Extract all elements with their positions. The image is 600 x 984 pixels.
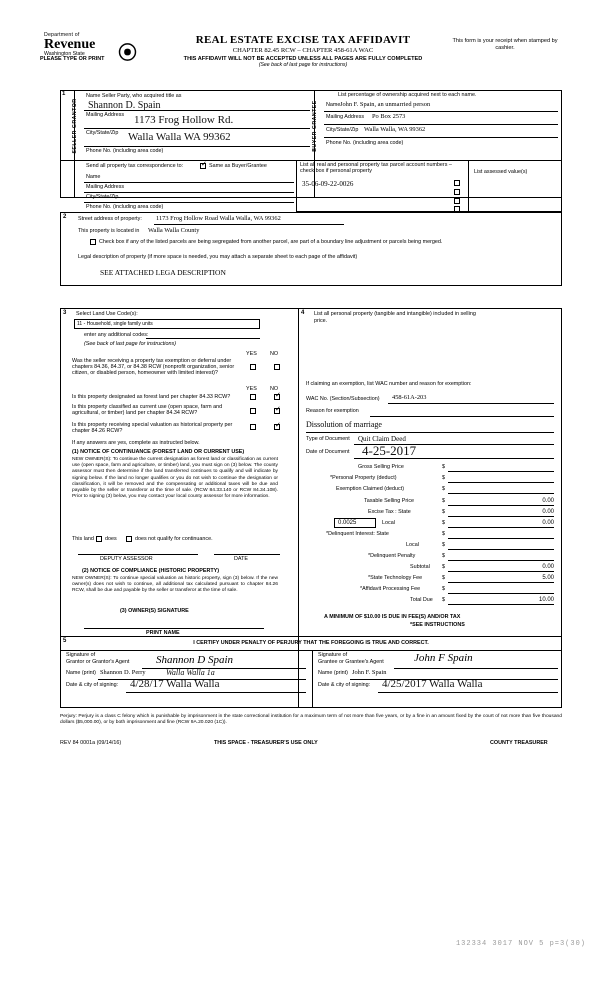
certify-statement: I CERTIFY UNDER PENALTY OF PERJURY THAT THE FOREGOING IS TRUE AND CORRECT.: [193, 640, 429, 646]
segregate-checkbox[interactable]: [90, 239, 96, 245]
q3-no-checkbox[interactable]: [274, 408, 280, 414]
rule: [324, 124, 558, 125]
rule: [448, 493, 554, 494]
grantee-signature-value: John F Spain: [414, 652, 473, 664]
grantor-signature-value: Shannon D Spain: [156, 654, 233, 666]
seller-mailing-value: 1173 Frog Hollow Rd.: [134, 114, 234, 126]
excise-tax-state-sym: $: [442, 509, 445, 515]
parcel-personal-checkbox-2[interactable]: [454, 189, 460, 195]
located-in-label: This property is located in: [78, 228, 140, 234]
section3-number: 3: [63, 310, 67, 316]
buyer-phone-label: Phone No. (including area code): [326, 140, 404, 146]
personal-property-deduct-label: *Personal Property (deduct): [330, 475, 397, 481]
minimum-due-note: A MINIMUM OF $10.00 IS DUE IN FEE(S) AND/OR TAX: [324, 614, 461, 620]
street-address-label: Street address of property:: [78, 216, 142, 222]
located-in-value: Walla Walla County: [148, 227, 200, 234]
rule: [448, 549, 554, 550]
grantee-date-label: Date & city of signing:: [318, 682, 371, 688]
q2-yes-checkbox[interactable]: [250, 394, 256, 400]
rule: [324, 111, 558, 112]
excise-tax-local-label: Local: [382, 520, 395, 526]
please-type-note: PLEASE TYPE OR PRINT: [40, 56, 105, 62]
title-block: [168, 34, 438, 68]
question-1: Was the seller receiving a property tax exemption or deferral under chapters 84.36, 84.37, or 84.38 RCW (nonprofit organization, senior citizen, or disabled person, homeowner with limited interest)?: [72, 358, 235, 376]
grantor-print-value: Shannon D. Perry: [100, 669, 146, 676]
parcel-personal-checkbox-3[interactable]: [454, 198, 460, 204]
subtotal-sym: $: [442, 564, 445, 570]
land-use-label: Select Land Use Code(s):: [76, 311, 138, 317]
rule: [448, 505, 554, 506]
rule: [84, 202, 294, 203]
rule: [394, 668, 558, 669]
doc-type-label: Type of Document: [306, 436, 350, 442]
delinquent-interest-state-sym: $: [442, 531, 445, 537]
rule: [448, 582, 554, 583]
buyer-city-label: City/State/Zip: [326, 127, 359, 133]
rule: [448, 538, 554, 539]
section5-number: 5: [63, 638, 67, 644]
legal-description-value: SEE ATTACHED LEGA DESCRIPTION: [100, 268, 226, 277]
divider: [468, 160, 469, 212]
deputy-date-label: DATE: [234, 556, 248, 562]
legal-description-label: Legal description of property (if more space is needed, you may attach a separate sheet to each page of the affidavit): [78, 254, 358, 260]
grantor-signature-label2: Grantor or Grantor's Agent: [66, 659, 130, 665]
affidavit-processing-fee-label: *Affidavit Processing Fee: [360, 586, 421, 592]
grantor-print-label: Name (print): [66, 670, 96, 676]
additional-codes-label: enter any additional codes:: [84, 332, 149, 338]
logo-state: Washington State: [44, 51, 85, 57]
total-due-label: Total Due: [410, 597, 433, 603]
logo-revenue: Revenue: [44, 37, 96, 52]
divider: [312, 650, 313, 708]
total-due-value: 10.00: [538, 597, 554, 603]
parcel-value: 35-06-09-22-0026: [302, 180, 354, 188]
rule: [448, 527, 554, 528]
perjury-note: Perjury: Perjury is a class C felony which is punishable by imprisonment in the state correctional institution for a maximum term of not more than five years, or by a fine in an amount fixed by the court of not more than five thousand dollars ($5,000.00), or by both imprisonment and fine (RCW 9A.20.020 (1C)).: [60, 714, 562, 726]
section2-number: 2: [63, 214, 67, 220]
parcel-header: List all real and personal property tax parcel account numbers – check box if personal property: [300, 162, 452, 174]
taxable-selling-price-label: Taxable Selling Price: [364, 498, 415, 504]
q4-no-checkbox[interactable]: [274, 424, 280, 430]
grantor-city-hand: Walla Walla 1a: [166, 668, 215, 677]
rule: [84, 128, 310, 129]
buyer-grantee-label: BUYER GRANTEE: [312, 100, 318, 152]
notice-continuance-body: NEW OWNER(S): To continue the current designation as forest land or classification as current use (open space, farm and agriculture, or timber) land, you must sign on (3) below. The county assessor must then determine if the land transferred continues to qualify and will indicate by signing below. If the land no longer qualifies or you do not wish to continue the designation or classification, it will be removed and the compensating or additional taxes will be due and payable by the seller or transferor at the time of sale. (RCW 84.33.140 or RCW 84.34.108). Prior to signing (3) below, you may contact your local county assessor for more information.: [72, 457, 278, 500]
seller-name-value: Shannon D. Spain: [88, 100, 161, 111]
does-label: does: [105, 536, 117, 542]
total-due-sym: $: [442, 597, 445, 603]
grantor-signature-label: Signature of: [66, 652, 96, 658]
form-title: REAL ESTATE EXCISE TAX AFFIDAVIT: [195, 34, 411, 46]
notice-compliance-title: (2) NOTICE OF COMPLIANCE (HISTORIC PROPERTY): [82, 568, 220, 574]
rule: [126, 692, 306, 693]
excise-tax-local-value: 0.00: [542, 520, 554, 526]
affidavit-processing-fee-sym: $: [442, 586, 445, 592]
wac-number-label: WAC No. (Section/Subsection): [306, 396, 380, 402]
grantor-date-value: 4/28/17 Walla Walla: [130, 678, 220, 690]
rule: [388, 403, 554, 404]
delinquent-interest-state-label: *Delinquent Interest: State: [326, 531, 389, 537]
exemption-claim-label: If claiming an exemption, list WAC number and reason for exemption:: [306, 381, 472, 387]
rule: [84, 182, 294, 183]
corr-name-label: Name: [86, 174, 101, 180]
rule: [306, 432, 554, 433]
rule: [448, 593, 554, 594]
rule: [154, 224, 344, 225]
land-use-value: 11 - Household, single family units: [77, 321, 153, 327]
doc-date-label: Date of Document: [306, 449, 350, 455]
personal-property-label: List all personal property (tangible and intangible) included in selling price.: [314, 311, 476, 324]
print-name-label: PRINT NAME: [146, 630, 180, 636]
owners-signature-title: (3) OWNER(S) SIGNATURE: [120, 608, 189, 614]
taxable-selling-price-value: 0.00: [542, 498, 554, 504]
deputy-assessor-label: DEPUTY ASSESSOR: [100, 556, 153, 562]
street-address-value: 1173 Frog Hollow Road Walla Walla, WA 99362: [156, 215, 281, 222]
see-instructions-note: *SEE INSTRUCTIONS: [410, 622, 465, 628]
buyer-mailing-value: Po Box 2573: [372, 113, 406, 120]
grantee-date-value: 4/25/2017 Walla Walla: [382, 678, 483, 690]
rule: [448, 482, 554, 483]
form-subtitle: CHAPTER 82.45 RCW – CHAPTER 458-61A WAC: [232, 47, 374, 54]
yes-label-1: YES: [246, 351, 257, 357]
gross-selling-price-label: Gross Selling Price: [358, 464, 404, 470]
section1-number: 1: [62, 91, 66, 97]
does-not-checkbox[interactable]: [126, 536, 132, 542]
q4-yes-checkbox[interactable]: [250, 424, 256, 430]
subtotal-value: 0.00: [542, 564, 554, 570]
seller-name-label: Name Seller Party, who acquired title as: [86, 93, 182, 99]
same-as-buyer-checkbox[interactable]: [200, 163, 206, 169]
delinquent-interest-local-sym: $: [442, 542, 445, 548]
rule: [448, 604, 554, 605]
rule: [84, 192, 294, 193]
personal-property-deduct-sym: $: [442, 475, 445, 481]
if-any-yes-note: If any answers are yes, complete as instructed below.: [72, 440, 200, 446]
rule: [60, 650, 562, 651]
rule: [354, 458, 554, 459]
rule: [448, 471, 554, 472]
rule: [84, 146, 310, 147]
rule: [448, 571, 554, 572]
rule: [370, 416, 554, 417]
rev-number: REV 84 0001a (09/14/16): [60, 740, 122, 746]
wac-number-value: 458-61A-203: [392, 394, 427, 401]
grantee-signature-label: Signature of: [318, 652, 348, 658]
exemption-claimed-sym: $: [442, 486, 445, 492]
q1-yes-checkbox[interactable]: [250, 364, 256, 370]
taxable-selling-price-sym: $: [442, 498, 445, 504]
delinquent-interest-local-label: Local: [406, 542, 419, 548]
delinquent-penalty-sym: $: [442, 553, 445, 559]
q2-no-checkbox[interactable]: [274, 394, 280, 400]
seller-city-value: Walla Walla WA 99362: [128, 131, 231, 143]
treasurer-space-label: THIS SPACE - TREASURER'S USE ONLY: [214, 740, 318, 746]
grantor-date-label: Date & city of signing:: [66, 682, 119, 688]
yes-label-2: YES: [246, 386, 257, 392]
correspondence-label: Send all property tax correspondence to:: [86, 163, 184, 169]
seller-grantor-label: SELLER GRANTOR: [72, 98, 78, 154]
corr-phone-label: Phone No. (including area code): [86, 204, 164, 210]
q1-no-checkbox[interactable]: [274, 364, 280, 370]
notice-compliance-body: NEW OWNER(S): To continue special valuation as historic property, sign (3) below. If the new owner(s) does not wish to continue, all additional tax calculated pursuant to chapter 84.26 RCW, shall be due and payable by the seller or transferor at the time of sale.: [72, 576, 278, 594]
no-label-2: NO: [270, 386, 279, 392]
question-4: Is this property receiving special valuation as historical property per chapter 84.26 RCW?: [72, 422, 233, 434]
question-2: Is this property designated as forest land per chapter 84.33 RCW?: [72, 394, 231, 400]
state-technology-fee-sym: $: [442, 575, 445, 581]
rule: [146, 338, 260, 339]
corr-city-label: City/State/Zip: [86, 194, 119, 200]
grantee-print-value: John F. Spain: [352, 669, 387, 676]
doc-date-value: 4-25-2017: [362, 443, 417, 458]
gross-selling-price-sym: $: [442, 464, 445, 470]
receipt-note: This form is your receipt when stamped by cashier.: [452, 38, 558, 51]
does-checkbox[interactable]: [96, 536, 102, 542]
reason-exemption-value: Dissolution of marriage: [306, 420, 382, 429]
rule: [214, 554, 280, 555]
question-3: Is this property classified as current use (open space, farm and agricultural, or timber) land per chapter 84.34 RCW?: [72, 404, 223, 416]
see-back-note-2: (See back of last page for instructions): [84, 341, 176, 347]
doc-type-value: Quit Claim Deed: [358, 435, 406, 443]
no-label-1: NO: [270, 351, 279, 357]
reason-exemption-label: Reason for exemption: [306, 408, 359, 414]
local-rate-value: 0.0025: [338, 520, 357, 526]
form-header: [38, 28, 562, 90]
state-technology-fee-value: 5.00: [542, 575, 554, 581]
assessed-header: List assessed value(s): [474, 169, 528, 175]
excise-tax-state-value: 0.00: [542, 509, 554, 515]
buyer-name-label: Name: [326, 102, 341, 108]
rule: [448, 560, 554, 561]
recording-stamp: 132334 3017 NOV 5 p=3(30): [455, 940, 586, 948]
buyer-mailing-label: Mailing Address: [326, 114, 365, 120]
subtotal-label: Subtotal: [410, 564, 430, 570]
delinquent-penalty-label: *Delinquent Penalty: [368, 553, 416, 559]
same-as-buyer-label: Same as Buyer/Grantee: [209, 163, 267, 169]
rule: [324, 137, 558, 138]
notice-continuance-title: (1) NOTICE OF CONTINUANCE (FOREST LAND OR CURRENT USE): [72, 449, 245, 455]
rule: [84, 628, 264, 629]
grantee-print-label: Name (print): [318, 670, 348, 676]
ownership-pct-label: List percentage of ownership acquired next to each name.: [338, 92, 477, 98]
logo-dept-line: Department of: [44, 32, 80, 38]
rule: [378, 692, 558, 693]
rule: [448, 516, 554, 517]
does-not-label: does not qualify for continuance.: [135, 536, 213, 542]
section4-number: 4: [301, 310, 305, 316]
state-technology-fee-label: *State Technology Fee: [368, 575, 423, 581]
buyer-city-value: Walla Walla, WA 99362: [364, 126, 426, 133]
swirl-icon: ⦿: [118, 43, 138, 64]
seller-city-label: City/State/Zip: [86, 130, 119, 136]
seller-mailing-label: Mailing Address: [86, 112, 125, 118]
this-land-label: This land: [72, 536, 94, 542]
segregate-note: Check box if any of the listed parcels are being segregated from another parcel, are part of a boundary line adjustment or parcels being merged.: [99, 239, 443, 245]
see-back-note: (See back of last page for instructions): [258, 62, 348, 68]
exemption-claimed-label: Exemption Claimed (deduct): [336, 486, 405, 492]
corr-mailing-label: Mailing Address: [86, 184, 125, 190]
excise-tax-state-label: Excise Tax : State: [368, 509, 411, 515]
county-treasurer-label: COUNTY TREASURER: [490, 740, 548, 746]
buyer-name-value: John F. Spain, an unmarried person: [340, 101, 431, 108]
affidavit-sheet: [38, 28, 562, 768]
form-notice: THIS AFFIDAVIT WILL NOT BE ACCEPTED UNLESS ALL PAGES ARE FULLY COMPLETED: [183, 56, 423, 62]
grantee-signature-label2: Grantee or Grantee's Agent: [318, 659, 384, 665]
q3-yes-checkbox[interactable]: [250, 408, 256, 414]
parcel-personal-checkbox-1[interactable]: [454, 180, 460, 186]
excise-tax-local-sym: $: [442, 520, 445, 526]
rule: [78, 554, 198, 555]
seller-phone-label: Phone No. (including area code): [86, 148, 164, 154]
